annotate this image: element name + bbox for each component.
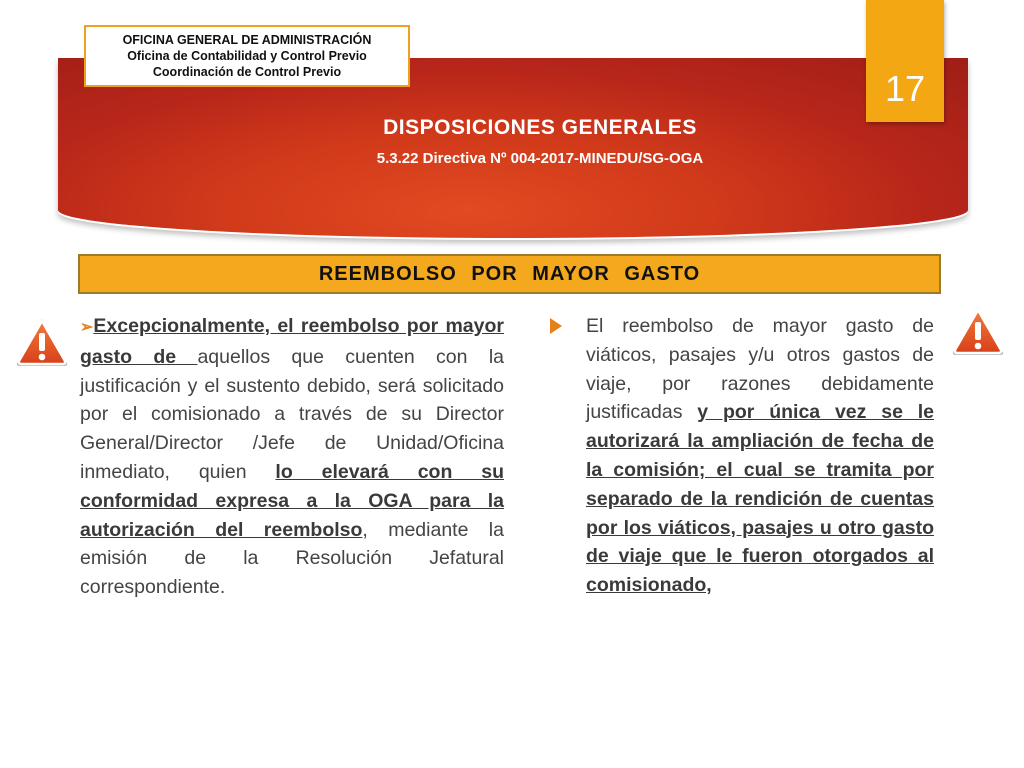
office-box xyxy=(84,25,410,87)
slide-number: 17 xyxy=(884,68,926,109)
left-bold-lead: Excepcionalmente, el reembolso por mayor gasto de xyxy=(80,315,504,368)
page-title: DISPOSICIONES GENERALES xyxy=(383,116,697,139)
section-title: REEMBOLSO POR MAYOR GASTO xyxy=(318,263,701,285)
right-text-1: El reembolso de mayor gasto de viáticos, pasajes y/u otros gastos de viaje, por razones debidamente justificadas xyxy=(586,315,934,424)
office-line: Oficina de Contabilidad y Control Previo xyxy=(127,49,367,63)
office-line: Coordinación de Control Previo xyxy=(152,65,342,79)
section-bar xyxy=(78,254,941,294)
left-text-2: , mediante la emisión de la Resolución Jefatural correspondiente. xyxy=(80,518,504,599)
page-subtitle: 5.3.22 Directiva Nº 004-2017-MINEDU/SG-OGA xyxy=(376,150,704,167)
left-text-1: aquellos que cuenten con la justificación y el sustento debido, será solicitado por el comisionado a través de su Director General/Director /Jefe de Unidad/Oficina inmediato, quien xyxy=(80,345,504,483)
right-paragraph xyxy=(586,312,934,600)
office-line: OFICINA GENERAL DE ADMINISTRACIÓN xyxy=(122,33,372,47)
triangle-bullet-icon xyxy=(550,318,562,334)
right-bold-tail: y por única vez se le autorizará la ampliación de fecha de la comisión; el cual se tramita por separado de la rendición de cuentas por los viáticos, pasajes u otro gasto de viaje que le fueron otorgados al comisionado, xyxy=(586,401,934,597)
warning-icon xyxy=(14,316,70,368)
slide-number-box xyxy=(866,0,944,122)
left-bold-mid: lo elevará con su conformidad expresa a la OGA para la autorización del reembolso xyxy=(80,460,504,541)
left-paragraph xyxy=(80,312,504,602)
bullet-arrow-icon: ➢ xyxy=(80,319,94,336)
warning-icon xyxy=(950,305,1006,357)
